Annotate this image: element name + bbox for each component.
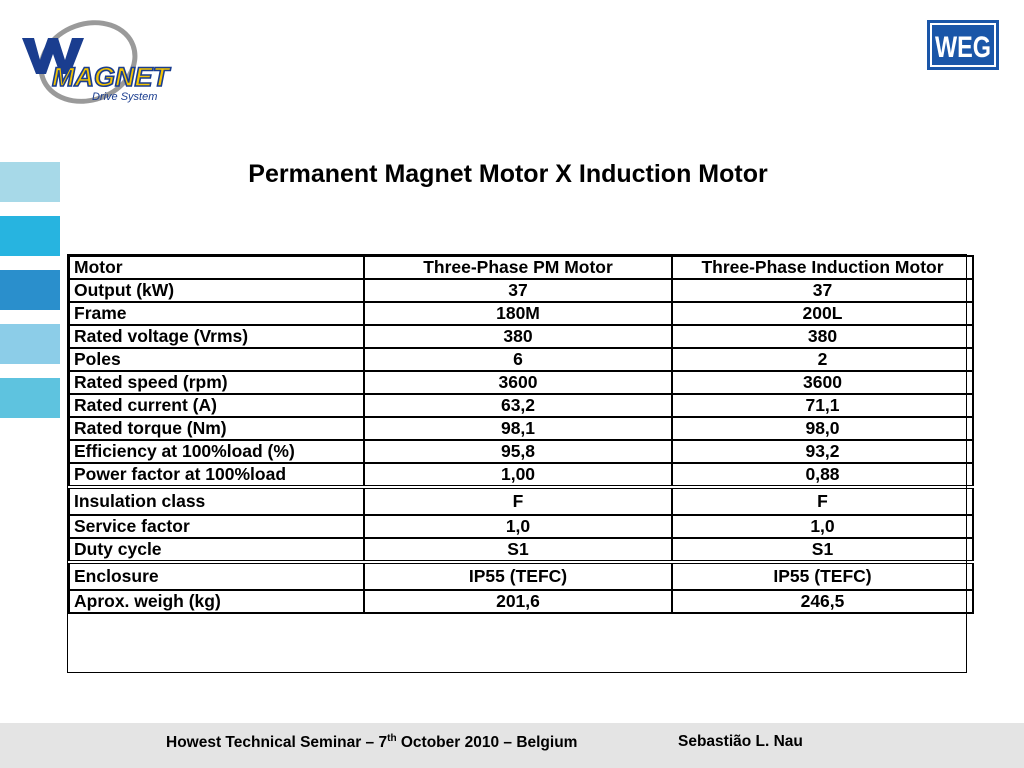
logo-tagline: Drive System xyxy=(92,91,158,103)
footer-seminar xyxy=(166,733,577,752)
header-cell: Three-Phase Induction Motor xyxy=(672,256,973,279)
side-bar xyxy=(0,216,60,256)
table-row xyxy=(69,325,973,348)
value-cell: 93,2 xyxy=(672,440,973,463)
value-cell: 63,2 xyxy=(364,394,672,417)
table-row xyxy=(69,562,973,590)
motor-comparison-table xyxy=(68,255,974,614)
value-cell: 3600 xyxy=(672,371,973,394)
value-cell: 380 xyxy=(672,325,973,348)
table-row xyxy=(69,302,973,325)
value-cell: 6 xyxy=(364,348,672,371)
table-header-row xyxy=(69,256,973,279)
value-cell: 71,1 xyxy=(672,394,973,417)
row-label-cell: Power factor at 100%load xyxy=(69,463,364,487)
value-cell: 201,6 xyxy=(364,590,672,613)
side-bar xyxy=(0,270,60,310)
table-row xyxy=(69,394,973,417)
row-label-cell: Output (kW) xyxy=(69,279,364,302)
weg-logo-graphic xyxy=(927,20,999,70)
footer-bar xyxy=(0,723,1024,768)
value-cell: 200L xyxy=(672,302,973,325)
value-cell: 37 xyxy=(672,279,973,302)
table-row xyxy=(69,417,973,440)
value-cell: 380 xyxy=(364,325,672,348)
value-cell: 95,8 xyxy=(364,440,672,463)
row-label-cell: Rated current (A) xyxy=(69,394,364,417)
value-cell: 98,1 xyxy=(364,417,672,440)
side-bar xyxy=(0,324,60,364)
value-cell: 180M xyxy=(364,302,672,325)
table-row xyxy=(69,487,973,515)
row-label-cell: Rated voltage (Vrms) xyxy=(69,325,364,348)
table-row xyxy=(69,463,973,487)
wmagnet-logo xyxy=(18,12,198,104)
table-row xyxy=(69,279,973,302)
side-bar xyxy=(0,378,60,418)
value-cell: IP55 (TEFC) xyxy=(672,562,973,590)
row-label-cell: Aprox. weigh (kg) xyxy=(69,590,364,613)
table-row xyxy=(69,440,973,463)
comparison-table-frame xyxy=(67,254,967,673)
table-row xyxy=(69,515,973,538)
logo-wordmark: MAGNET xyxy=(52,62,169,92)
value-cell: IP55 (TEFC) xyxy=(364,562,672,590)
table-body xyxy=(69,256,973,613)
value-cell: S1 xyxy=(364,538,672,562)
value-cell: 37 xyxy=(364,279,672,302)
header-cell: Motor xyxy=(69,256,364,279)
row-label-cell: Frame xyxy=(69,302,364,325)
slide-title: Permanent Magnet Motor X Induction Motor xyxy=(248,160,768,188)
row-label-cell: Efficiency at 100%load (%) xyxy=(69,440,364,463)
table-row xyxy=(69,348,973,371)
footer-author: Sebastião L. Nau xyxy=(678,733,803,750)
value-cell: S1 xyxy=(672,538,973,562)
side-decoration xyxy=(0,162,60,432)
value-cell: 3600 xyxy=(364,371,672,394)
row-label-cell: Enclosure xyxy=(69,562,364,590)
value-cell: 0,88 xyxy=(672,463,973,487)
footer-seminar-pre: Howest Technical Seminar – 7 xyxy=(166,734,388,752)
wmagnet-logo-graphic xyxy=(18,12,198,104)
weg-logo xyxy=(927,20,999,70)
footer-seminar-sup: th xyxy=(387,733,397,744)
value-cell: 98,0 xyxy=(672,417,973,440)
row-label-cell: Rated speed (rpm) xyxy=(69,371,364,394)
value-cell: 2 xyxy=(672,348,973,371)
table-row xyxy=(69,371,973,394)
row-label-cell: Insulation class xyxy=(69,487,364,515)
row-label-cell: Service factor xyxy=(69,515,364,538)
table-row xyxy=(69,590,973,613)
value-cell: 1,0 xyxy=(364,515,672,538)
header-cell: Three-Phase PM Motor xyxy=(364,256,672,279)
value-cell: 1,0 xyxy=(672,515,973,538)
value-cell: F xyxy=(364,487,672,515)
value-cell: F xyxy=(672,487,973,515)
row-label-cell: Rated torque (Nm) xyxy=(69,417,364,440)
value-cell: 1,00 xyxy=(364,463,672,487)
table-row xyxy=(69,538,973,562)
value-cell: 246,5 xyxy=(672,590,973,613)
row-label-cell: Poles xyxy=(69,348,364,371)
weg-wordmark: WEG xyxy=(935,31,991,64)
footer-seminar-post: October 2010 – Belgium xyxy=(396,734,578,752)
row-label-cell: Duty cycle xyxy=(69,538,364,562)
